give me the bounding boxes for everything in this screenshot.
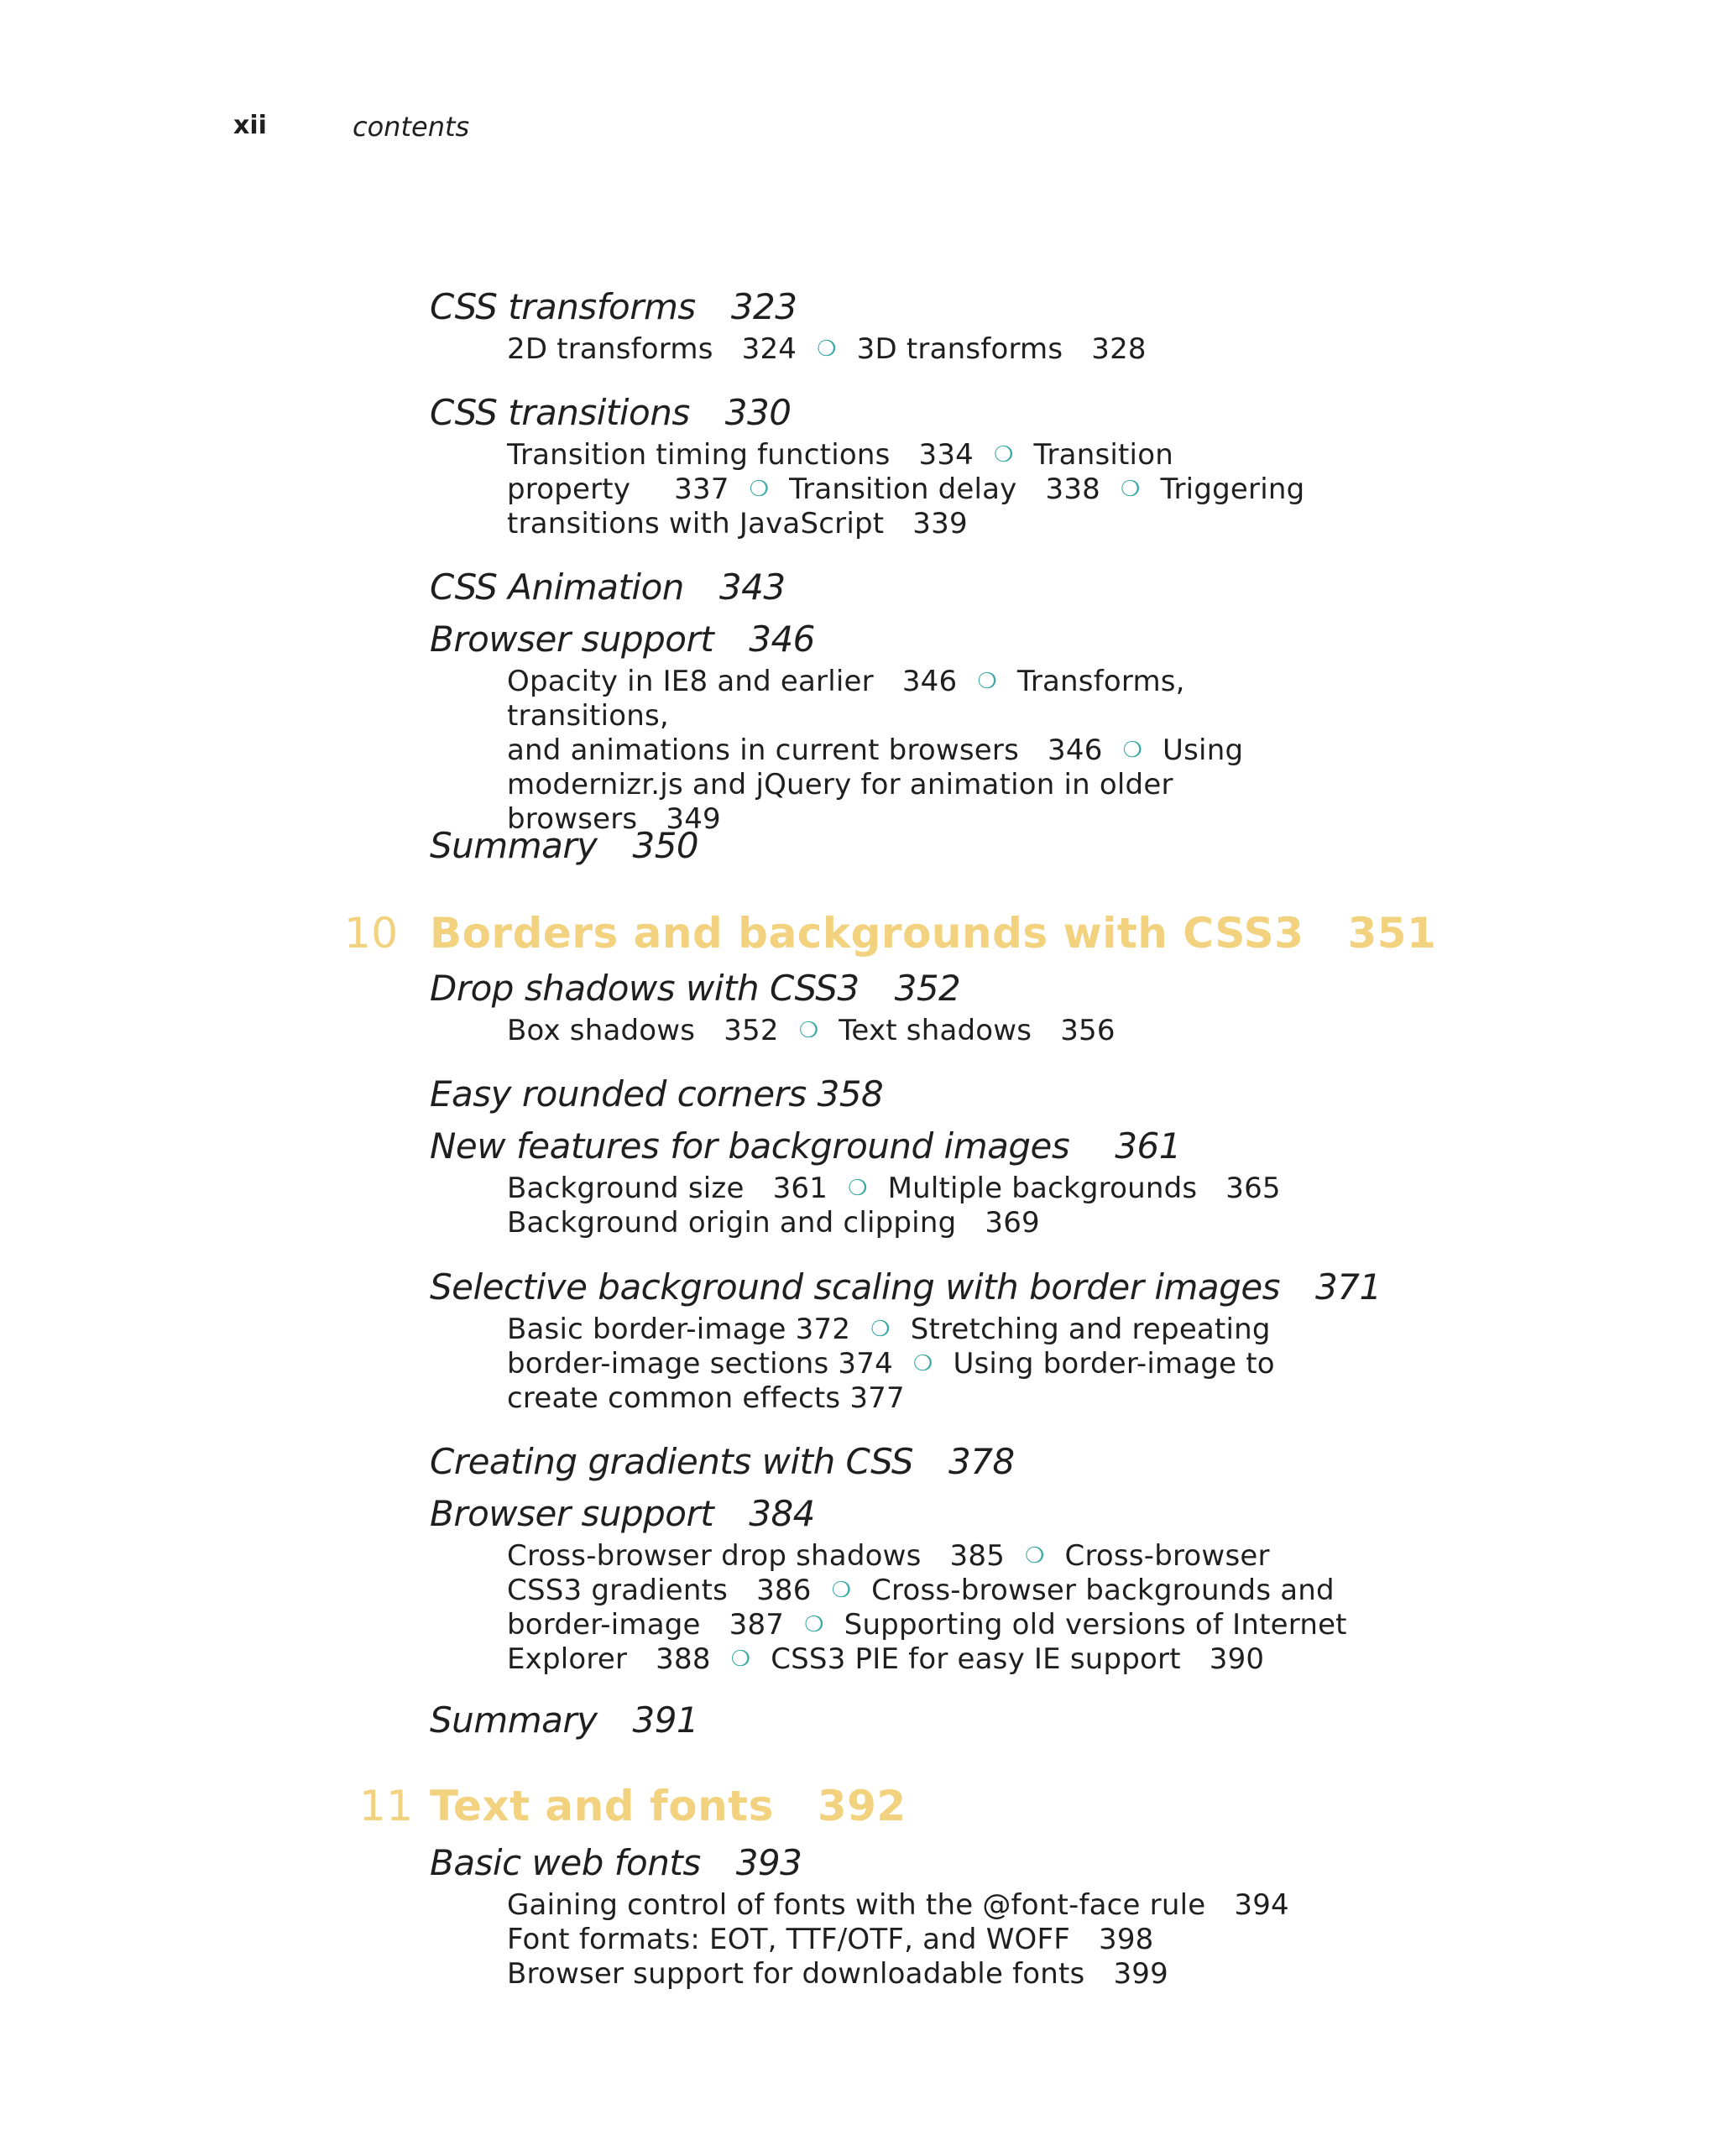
toc-section-background-images[interactable] [430,1125,1181,1168]
subsection-title: Triggering [1160,472,1305,506]
subsection-title: border-image sections 374 [507,1347,893,1381]
subsection-page: 338 [1045,472,1101,506]
toc-section-summary[interactable] [430,1699,698,1742]
chapter-number: 11 [359,1782,414,1830]
section-page: 391 [632,1699,699,1741]
circle-bullet-icon: ❍ [804,1612,824,1637]
section-title: Drop shadows with CSS3 [430,968,860,1009]
circle-bullet-icon: ❍ [749,477,770,502]
subsection-title: Cross-browser [1064,1539,1270,1573]
section-title: Creating gradients with CSS [430,1441,913,1482]
subsection-page: 334 [918,438,974,472]
subsection-title: Transition delay [789,472,1017,506]
chapter-title: Text and fonts [430,1782,774,1830]
subsection-title: CSS3 gradients [507,1574,729,1607]
subsection-page: 398 [1099,1923,1154,1956]
toc-chapter-10[interactable] [344,908,1436,958]
section-page: 346 [749,619,815,660]
subsection-title: Stretching and repeating [910,1313,1271,1346]
subsection-title: Transition [1033,438,1173,472]
subsection-page: 349 [666,802,721,836]
subsection-page: 386 [756,1574,812,1607]
subsection-line [507,1172,1355,1206]
section-title: CSS transforms [430,286,696,327]
subsection-page: 328 [1091,332,1147,366]
subsection-page: 356 [1060,1014,1116,1047]
subsection-line [507,1381,1355,1416]
subsection-title: border-image [507,1608,701,1642]
circle-bullet-icon: ❍ [831,1578,852,1603]
section-title: Summary [430,1699,598,1741]
circle-bullet-icon: ❍ [848,1176,868,1201]
circle-bullet-icon: ❍ [817,337,837,362]
subsection-page: 352 [724,1014,779,1047]
subsection-page: 346 [901,665,958,698]
subsection-page: 385 [949,1539,1006,1573]
subsection-page: 339 [912,507,968,540]
subsection-title: Browser support for downloadable fonts [507,1957,1085,1991]
section-page: 323 [730,286,797,327]
circle-bullet-icon: ❍ [1122,738,1143,763]
section-title: New features for background images [430,1125,1070,1167]
subsection-title: browsers [507,802,638,836]
circle-bullet-icon: ❍ [912,1351,933,1376]
section-title: Summary [430,825,598,866]
subsection-title: Opacity in IE8 and earlier [507,665,874,698]
toc-subsection-list [507,1172,1355,1240]
section-page: 361 [1115,1125,1181,1167]
subsection-title: 2D transforms [507,332,713,366]
toc-section-summary[interactable] [430,824,698,868]
toc-subsection-list [507,1888,1355,1992]
section-title: Selective background scaling with border images [430,1266,1281,1308]
circle-bullet-icon: ❍ [1121,477,1141,502]
subsection-title: modernizr.js and jQuery for animation in older [507,768,1173,801]
subsection-page: 324 [741,332,797,366]
subsection-line [507,733,1355,768]
toc-subsection-list [507,1014,1355,1048]
subsection-title: property [507,472,631,506]
circle-bullet-icon: ❍ [1025,1543,1045,1569]
subsection-title: Using border-image to [953,1347,1275,1381]
subsection-line [507,768,1355,802]
circle-bullet-icon: ❍ [994,442,1014,467]
chapter-title: Borders and backgrounds with CSS3 [430,909,1304,958]
subsection-line [507,1347,1355,1381]
subsection-title: Background size [507,1172,745,1205]
subsection-page: 388 [656,1642,711,1676]
subsection-title: Gaining control of fonts with the @font-face rule [507,1888,1206,1922]
subsection-page: 365 [1225,1172,1281,1205]
subsection-page: 394 [1234,1888,1289,1922]
section-page: 343 [718,566,786,608]
section-page: 378 [948,1441,1015,1482]
section-title: CSS transitions [430,392,690,433]
subsection-title: 3D transforms [856,332,1063,366]
section-title: Easy rounded corners 358 [430,1073,884,1115]
circle-bullet-icon: ❍ [798,1018,819,1043]
toc-subsection-list [507,332,1355,367]
section-title: Basic web fonts [430,1842,701,1883]
toc-section-browser-support[interactable] [430,618,815,661]
toc-section-css-transforms[interactable] [430,285,797,329]
subsection-title: Multiple backgrounds [887,1172,1198,1205]
subsection-title: Text shadows [839,1014,1032,1047]
section-title: Browser support [430,1493,714,1534]
section-page: 384 [749,1493,815,1534]
subsection-line [507,1206,1355,1240]
subsection-page: 387 [729,1608,785,1642]
section-page: 352 [894,968,961,1009]
subsection-title: Transforms, transitions, [507,665,1185,733]
subsection-line [507,1608,1355,1642]
toc-section-css-transitions[interactable] [430,391,791,435]
subsection-line [507,1923,1355,1957]
section-page: 371 [1315,1266,1382,1308]
subsection-line [507,1888,1355,1923]
subsection-title: Font formats: EOT, TTF/OTF, and WOFF [507,1923,1070,1956]
toc-section-browser-support[interactable] [430,1492,815,1536]
subsection-line [507,1539,1355,1574]
subsection-page: 390 [1209,1642,1265,1676]
subsection-title: Using [1163,733,1244,767]
subsection-title: create common effects 377 [507,1381,905,1415]
toc-subsection-list [507,665,1355,837]
subsection-page: 399 [1113,1957,1168,1991]
subsection-title: Cross-browser backgrounds and [871,1574,1335,1607]
subsection-page: 361 [772,1172,828,1205]
running-title: contents [353,111,470,143]
section-page: 393 [735,1842,802,1883]
toc-subsection-list [507,438,1355,541]
subsection-title: Supporting old versions of Internet [844,1608,1347,1642]
subsection-line [507,1313,1355,1347]
subsection-title: and animations in current browsers [507,733,1020,767]
toc-section-drop-shadows[interactable] [430,967,960,1010]
page-number: xii [233,111,267,140]
subsection-line [507,472,1355,507]
toc-section-border-images[interactable] [430,1266,1382,1309]
subsection-title: Background origin and clipping [507,1206,957,1240]
subsection-title: CSS3 PIE for easy IE support [771,1642,1181,1676]
subsection-line [507,1642,1355,1677]
subsection-title: Basic border-image 372 [507,1313,851,1346]
toc-section-basic-web-fonts[interactable] [430,1841,802,1885]
subsection-line [507,438,1355,472]
subsection-line [507,1574,1355,1608]
toc-section-gradients[interactable] [430,1440,1015,1484]
section-title: CSS Animation [430,566,684,608]
subsection-title: Transition timing functions [507,438,891,472]
circle-bullet-icon: ❍ [977,669,997,694]
subsection-line [507,665,1355,733]
circle-bullet-icon: ❍ [870,1317,891,1342]
toc-section-css-animation[interactable] [430,566,786,609]
circle-bullet-icon: ❍ [730,1647,751,1672]
section-page: 350 [632,825,699,866]
toc-chapter-11[interactable] [344,1781,907,1831]
section-title: Browser support [430,619,714,660]
chapter-number: 10 [344,909,399,958]
subsection-title: Explorer [507,1642,628,1676]
subsection-title: Cross-browser drop shadows [507,1539,922,1573]
chapter-page: 351 [1347,909,1437,958]
subsection-page: 337 [674,472,729,506]
toc-subsection-list [507,1313,1355,1416]
section-page: 330 [724,392,792,433]
subsection-line [507,1957,1355,1992]
subsection-page: 346 [1048,733,1103,767]
chapter-page: 392 [817,1782,907,1830]
subsection-title: Box shadows [507,1014,696,1047]
toc-section-rounded-corners[interactable] [430,1073,883,1116]
subsection-line [507,507,1355,541]
subsection-page: 369 [985,1206,1040,1240]
subsection-title: transitions with JavaScript [507,507,885,540]
toc-subsection-list [507,1539,1355,1677]
